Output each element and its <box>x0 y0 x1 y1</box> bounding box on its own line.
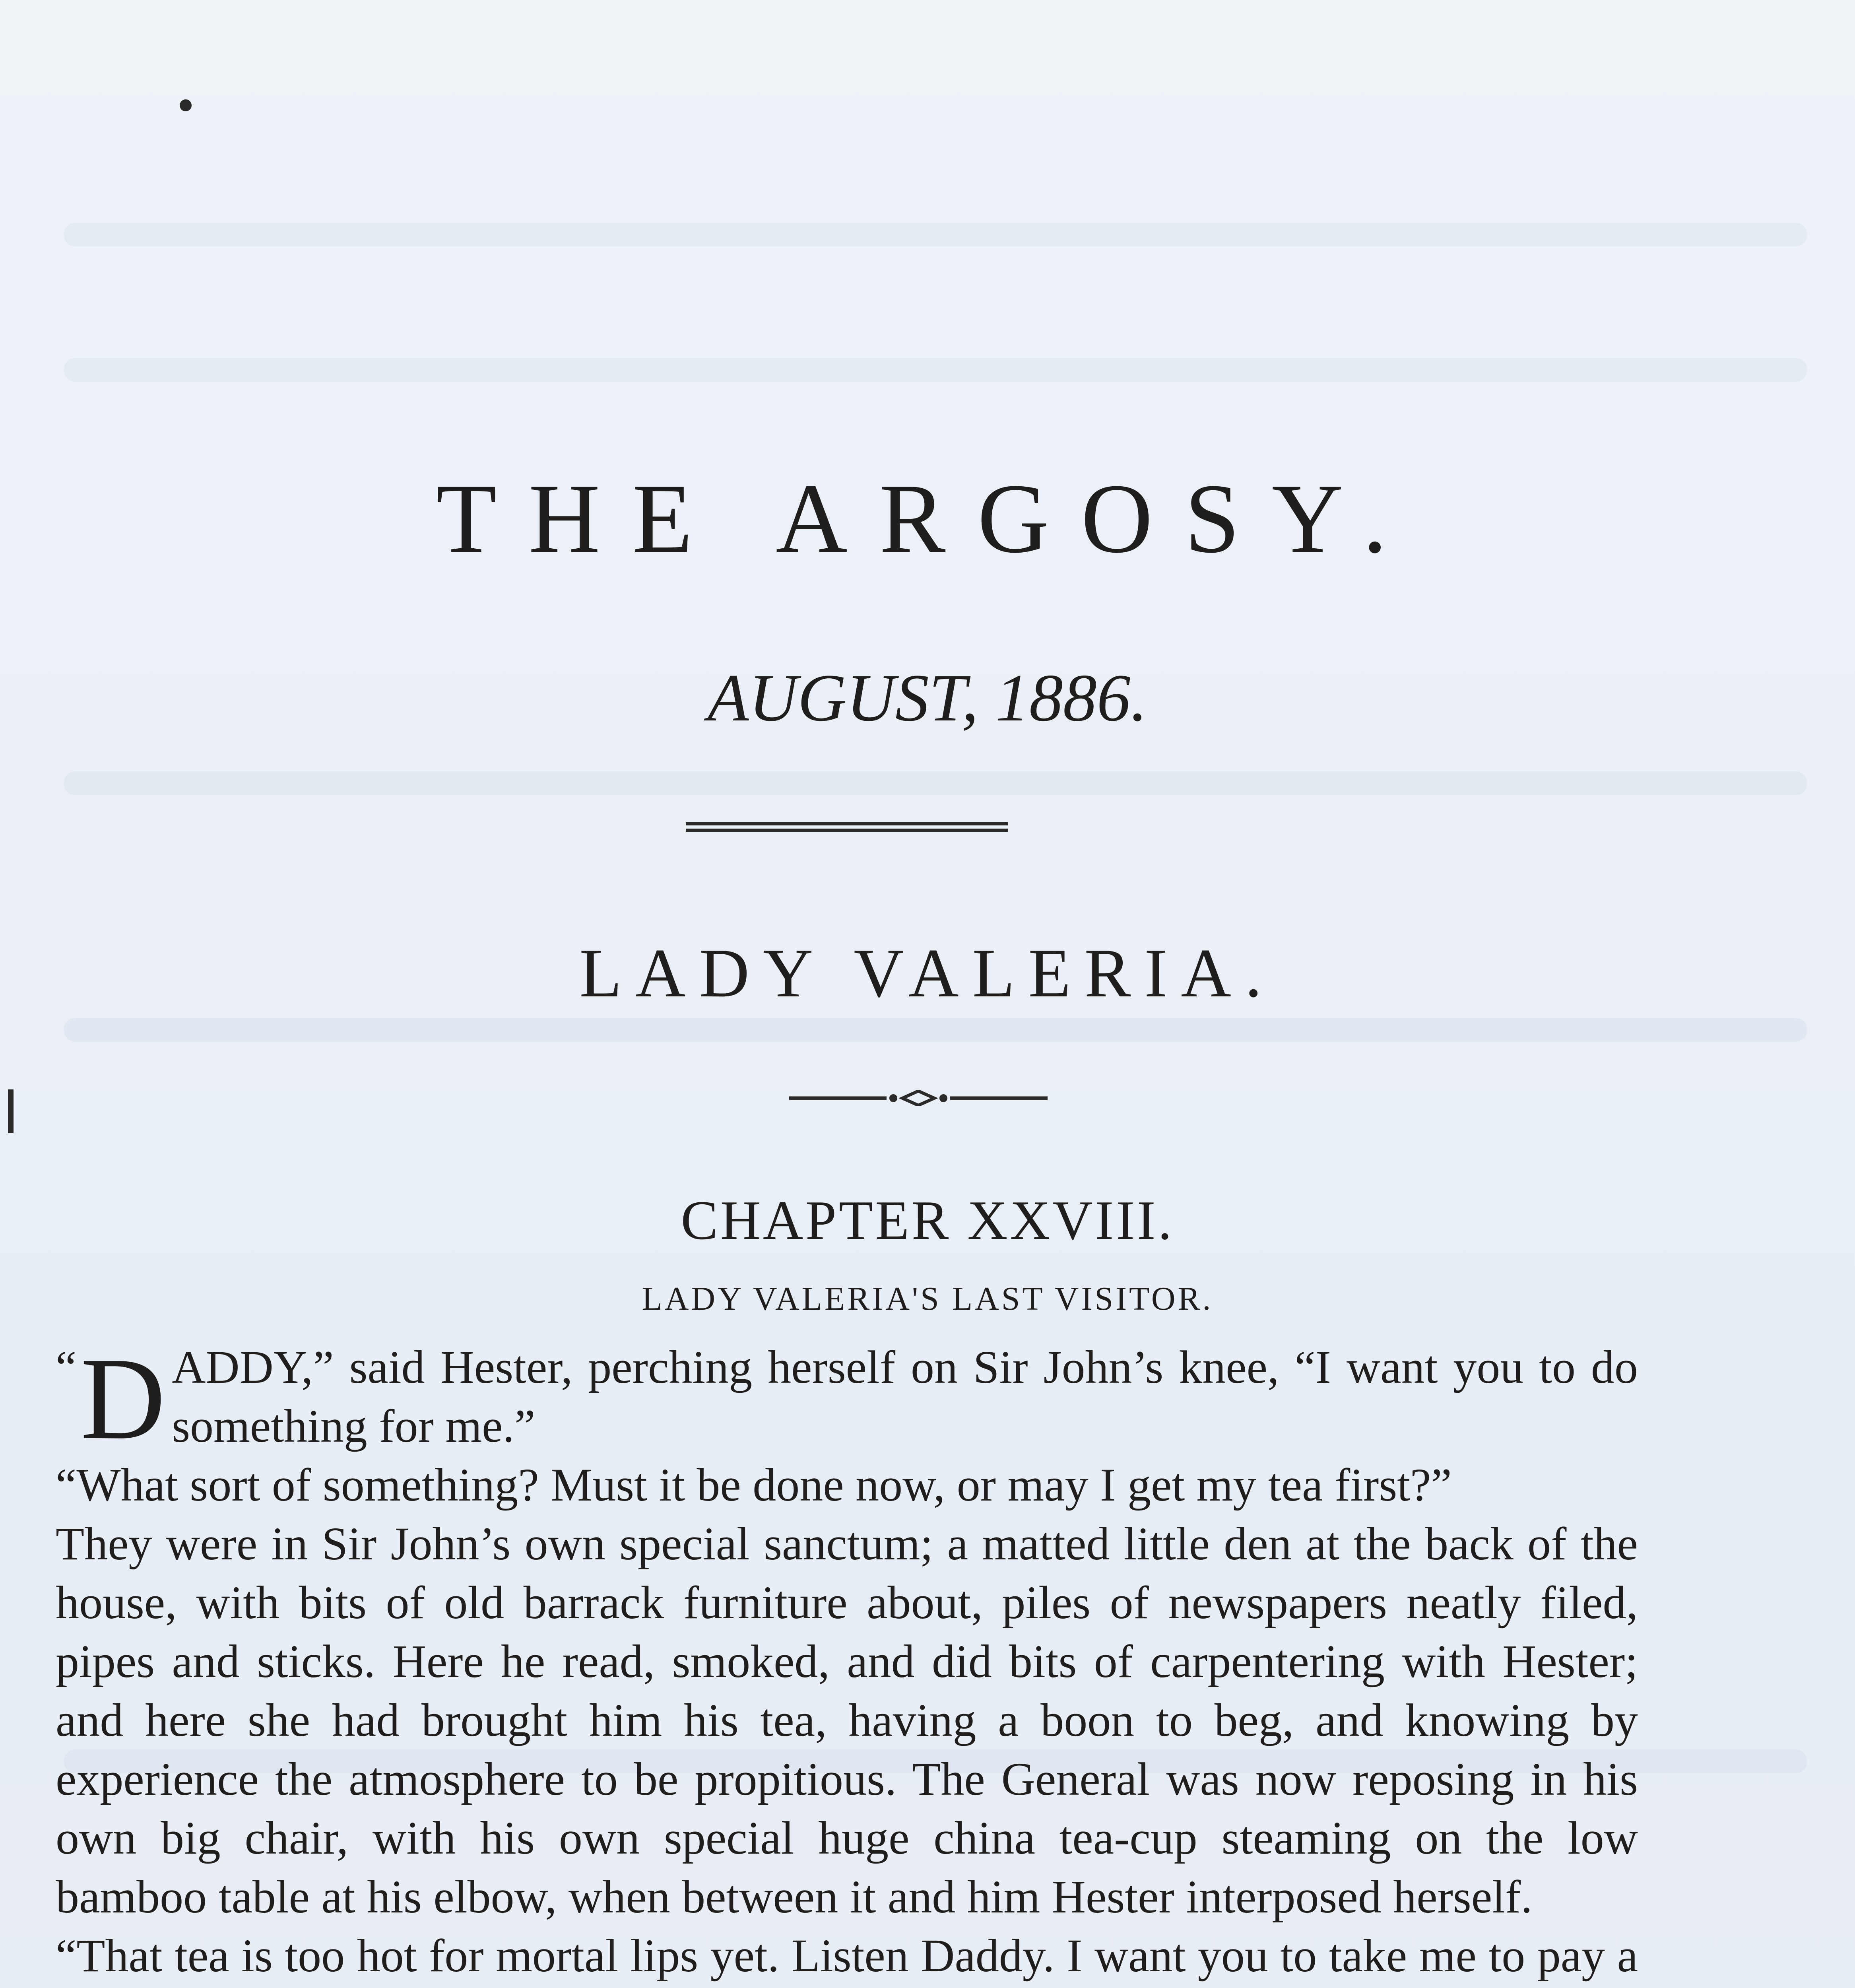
chapter-subtitle: LADY VALERIA'S LAST VISITOR. <box>642 1280 1213 1317</box>
margin-mark <box>8 1089 14 1133</box>
bleed-through-shadow <box>64 223 1807 247</box>
bleed-through-shadow <box>64 1018 1807 1042</box>
bleed-through-shadow <box>64 358 1807 382</box>
paragraph: “That tea is too hot for mortal lips yet. Listen Daddy. I want you to take me to pay a <box>56 1930 1638 1982</box>
bleed-through-shadow <box>64 771 1807 795</box>
paragraph: They were in Sir John’s own special sanctum; a matted little den at the back of the house, with bits of old barrack furniture about, piles of newspapers neatly filed, pipes and sticks. Here he read, smoked, and did bits of carpentering with Hester; and here she had brought him his tea, having a boon to beg, and knowing by experience the atmosphere to be propitious. The General was now reposing in his own big chair, with his own special huge china tea-cup steaming on the low bamboo table at his elbow, when between it and him Hester interposed herself. <box>56 1518 1638 1923</box>
story-title: LADY VALERIA. <box>579 934 1276 1011</box>
ornament-divider-icon <box>789 1090 1048 1106</box>
ink-speck <box>180 99 192 111</box>
chapter-heading: CHAPTER XXVIII. <box>681 1190 1174 1251</box>
issue-date: AUGUST, 1886. <box>707 660 1148 735</box>
paragraph <box>56 1334 1638 1464</box>
double-rule-divider <box>686 822 1008 832</box>
drop-cap-letter: D <box>80 1334 166 1464</box>
paragraph-text: ADDY,” said Hester, perching herself on Sir John’s knee, “I want you to do something for me.” <box>172 1341 1638 1452</box>
paragraph: “What sort of something? Must it be done now, or may I get my tea first?” <box>56 1459 1452 1511</box>
magazine-title: THE ARGOSY. <box>436 464 1419 574</box>
story-body <box>56 1334 1638 1988</box>
drop-cap-quote: “ <box>56 1341 77 1393</box>
